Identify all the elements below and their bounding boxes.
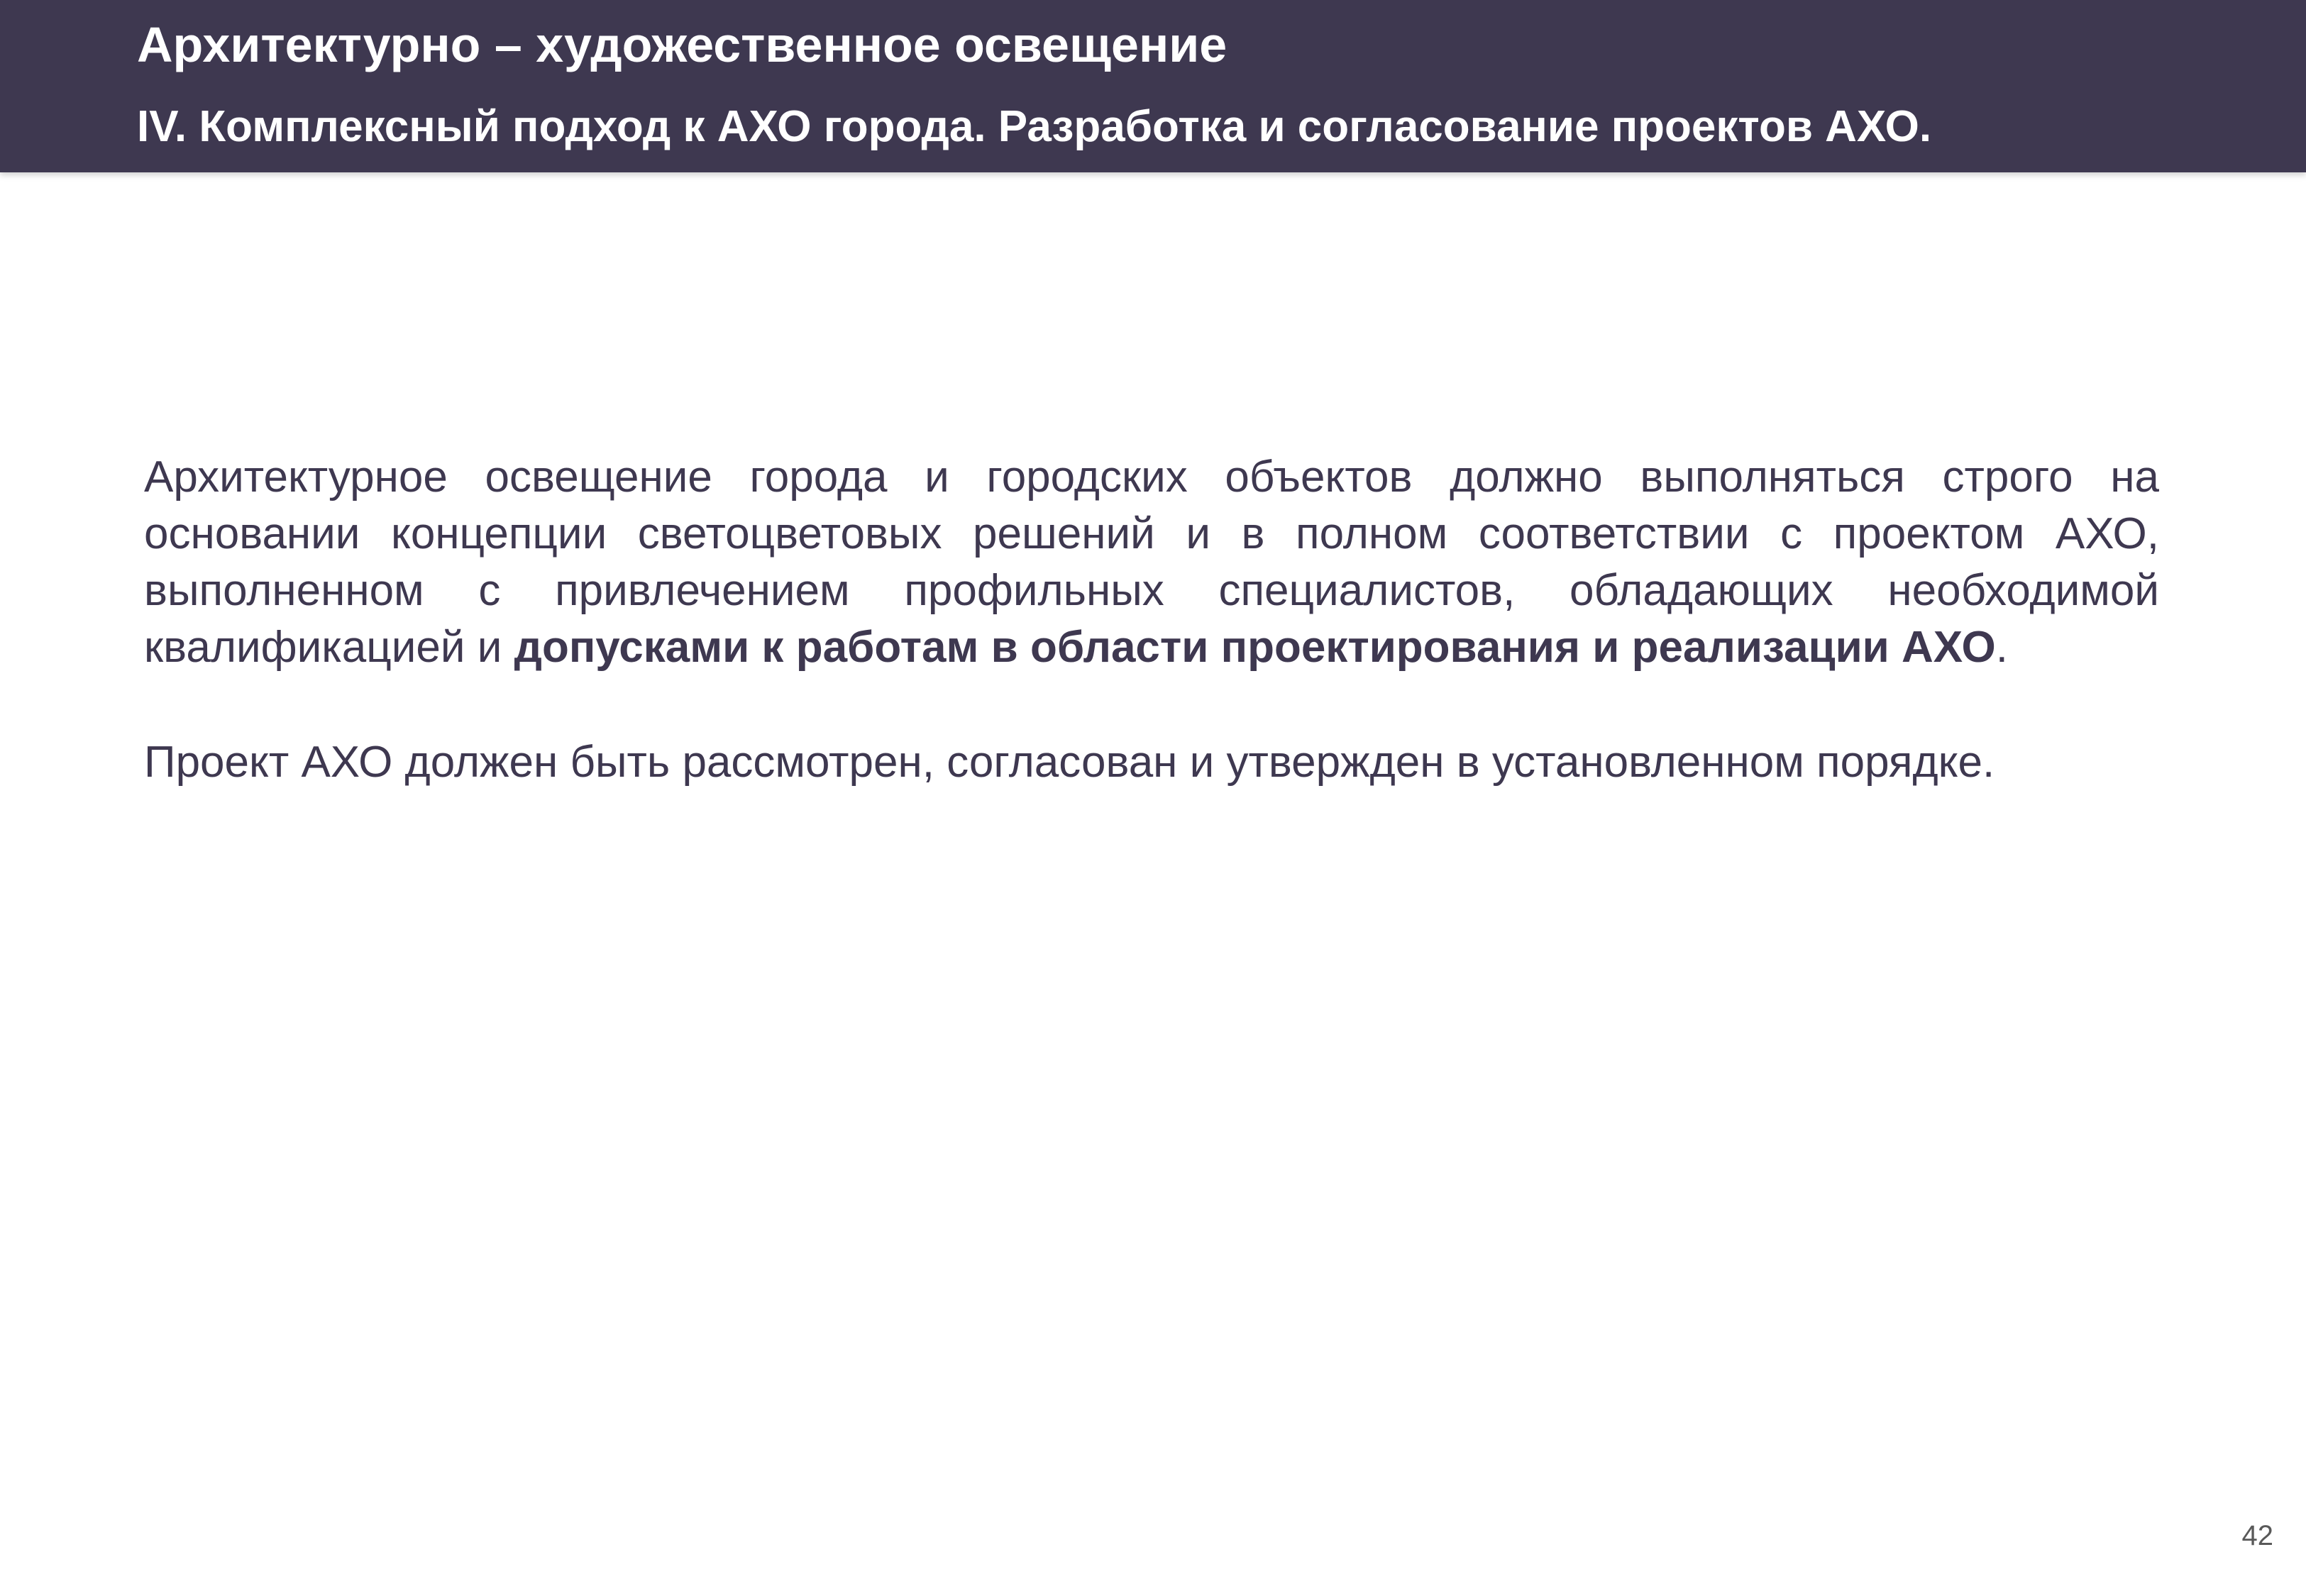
page-number: 42 — [2241, 1520, 2273, 1551]
paragraph-1-bold-text: допусками к работам в области проектирования и реализации АХО — [514, 623, 1996, 672]
slide-body — [144, 449, 2159, 791]
slide-title: Архитектурно – художественное освещение — [137, 17, 1228, 72]
body-paragraph-1 — [144, 449, 2159, 676]
paragraph-1-text: Архитектурное освещение города и городских объектов должно выполняться строго на основании концепции светоцветовых решений и в полном соответствии с проектом АХО, выполненном с привлечением профильных специалистов, обладающих необходимой квалификацией и — [144, 453, 2159, 672]
body-paragraph-2: Проект АХО должен быть рассмотрен, согласован и утвержден в установленном порядке. — [144, 738, 1995, 787]
header-band — [0, 0, 2306, 172]
paragraph-1-end: . — [1995, 623, 2008, 672]
slide-subtitle: IV. Комплексный подход к АХО города. Разработка и согласование проектов АХО. — [137, 102, 1932, 151]
